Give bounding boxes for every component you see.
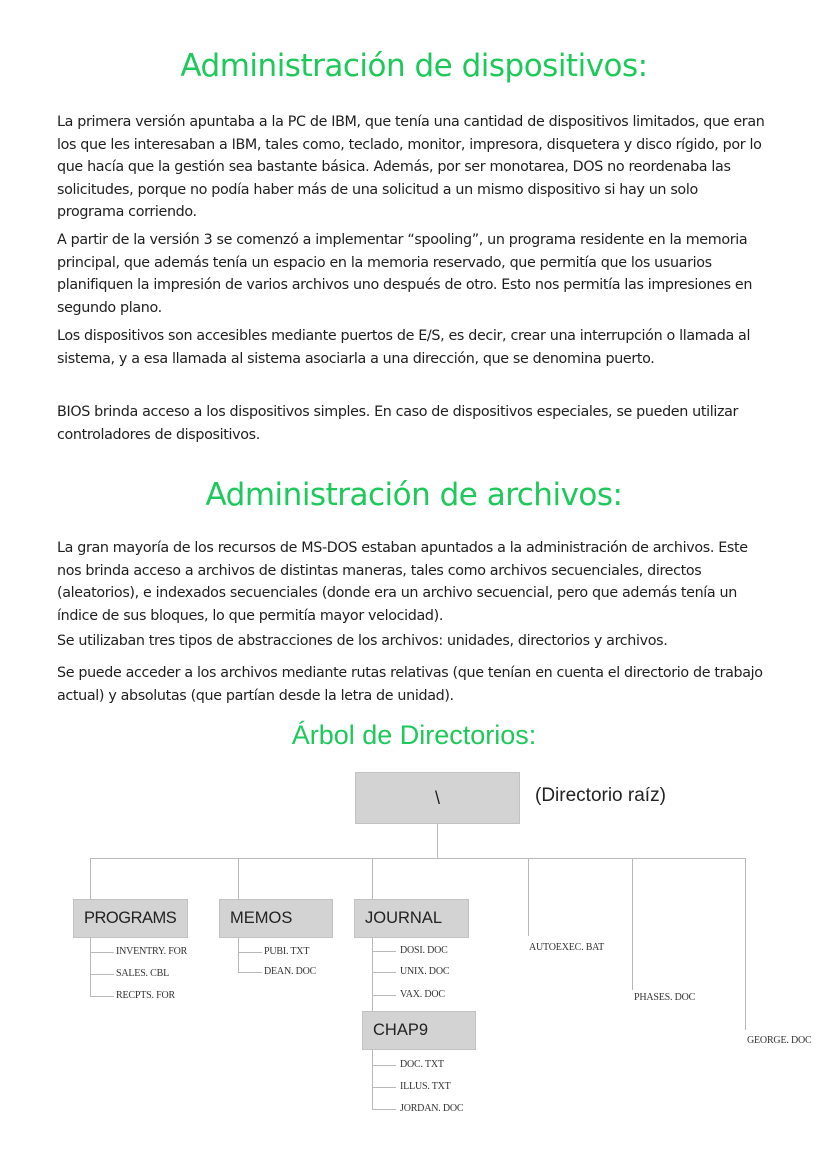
file-entry: DEAN. DOC bbox=[264, 966, 317, 977]
connector-line bbox=[90, 858, 745, 859]
connector-line bbox=[632, 858, 633, 990]
file-entry: ILLUS. TXT bbox=[400, 1081, 451, 1092]
paragraph: Se puede acceder a los archivos mediante rutas relativas (que tenían en cuenta el directorio de trabajo actual) y absolutas (que partían desde la letra de unidad). bbox=[57, 665, 763, 704]
connector-line bbox=[745, 858, 746, 1030]
connector-line bbox=[372, 951, 396, 952]
file-entry: SALES. CBL bbox=[116, 968, 170, 979]
file-entry: RECPTS. FOR bbox=[116, 990, 175, 1001]
root-directory-box: \ bbox=[355, 772, 520, 824]
connector-line bbox=[90, 952, 114, 953]
connector-line bbox=[372, 972, 396, 973]
directory-journal: JOURNAL bbox=[354, 899, 469, 938]
file-entry: AUTOEXEC. BAT bbox=[529, 942, 604, 953]
directory-chap9: CHAP9 bbox=[362, 1011, 476, 1050]
connector-line bbox=[90, 974, 114, 975]
paragraph: La primera versión apuntaba a la PC de IBM, que tenía una cantidad de dispositivos limitados, que eran los que les interesaban a IBM, tales como, teclado, monitor, impresora, disquetera y disco rígido, por lo que hacía que la gestión sea bastante básica. Además, por ser monotarea, DOS no reordenaba las solicitudes, porque no podía haber más de una solicitud a un mismo dispositivo si hay un solo programa corriendo. bbox=[57, 114, 765, 221]
connector-line bbox=[372, 1087, 396, 1088]
paragraph: La gran mayoría de los recursos de MS-DOS estaban apuntados a la administración de archivos. Este nos brinda acceso a archivos de distintas maneras, tales como archivos secuenciales, directos (aleatorios), e indexados secuenciales (donde era un archivo secuencial, pero que además tenía un índice de sus bloques, lo que permitía mayor velocidad). bbox=[57, 540, 748, 624]
connector-line bbox=[238, 972, 262, 973]
connector-line bbox=[238, 952, 262, 953]
file-entry: PHASES. DOC bbox=[634, 992, 696, 1003]
paragraph: Los dispositivos son accesibles mediante puertos de E/S, es decir, crear una interrupción o llamada al sistema, y a esa llamada al sistema asociarla a una dirección, que se denomina puerto. bbox=[57, 328, 751, 367]
connector-line bbox=[372, 1065, 396, 1066]
connector-line bbox=[238, 938, 239, 972]
connector-line bbox=[372, 858, 373, 900]
paragraph: Se utilizaban tres tipos de abstracciones de los archivos: unidades, directorios y archivos. bbox=[57, 633, 668, 649]
file-entry: UNIX. DOC bbox=[400, 966, 450, 977]
connector-line bbox=[90, 938, 91, 996]
file-entry: DOC. TXT bbox=[400, 1059, 444, 1070]
connector-line bbox=[528, 858, 529, 936]
file-entry: INVENTRY. FOR bbox=[116, 946, 188, 957]
file-entry: PUBI. TXT bbox=[264, 946, 310, 957]
file-entry: GEORGE. DOC bbox=[747, 1035, 812, 1046]
section-title-dispositivos: Administración de dispositivos: bbox=[180, 48, 648, 84]
connector-line bbox=[90, 858, 91, 900]
paragraph: A partir de la versión 3 se comenzó a implementar “spooling”, un programa residente en la memoria principal, que además tenía un espacio en la memoria reservado, que permitía que los usuarios planifiquen la impresión de varios archivos uno después de otro. Esto nos permitía las impresiones en segundo plano. bbox=[57, 232, 753, 316]
paragraph: BIOS brinda acceso a los dispositivos simples. En caso de dispositivos especiales, se pueden utilizar controladores de dispositivos. bbox=[57, 404, 739, 443]
tree-title: Árbol de Directorios: bbox=[291, 720, 537, 750]
file-entry: DOSI. DOC bbox=[400, 945, 448, 956]
connector-line bbox=[372, 995, 396, 996]
section-title-archivos: Administración de archivos: bbox=[205, 477, 623, 513]
file-entry: VAX. DOC bbox=[400, 989, 445, 1000]
directory-programs: PROGRAMS bbox=[73, 899, 188, 938]
connector-line bbox=[238, 858, 239, 900]
connector-line bbox=[437, 824, 438, 859]
root-directory-label: (Directorio raíz) bbox=[535, 785, 666, 806]
connector-line bbox=[372, 1109, 396, 1110]
directory-memos: MEMOS bbox=[219, 899, 333, 938]
connector-line bbox=[90, 996, 114, 997]
file-entry: JORDAN. DOC bbox=[400, 1103, 464, 1114]
